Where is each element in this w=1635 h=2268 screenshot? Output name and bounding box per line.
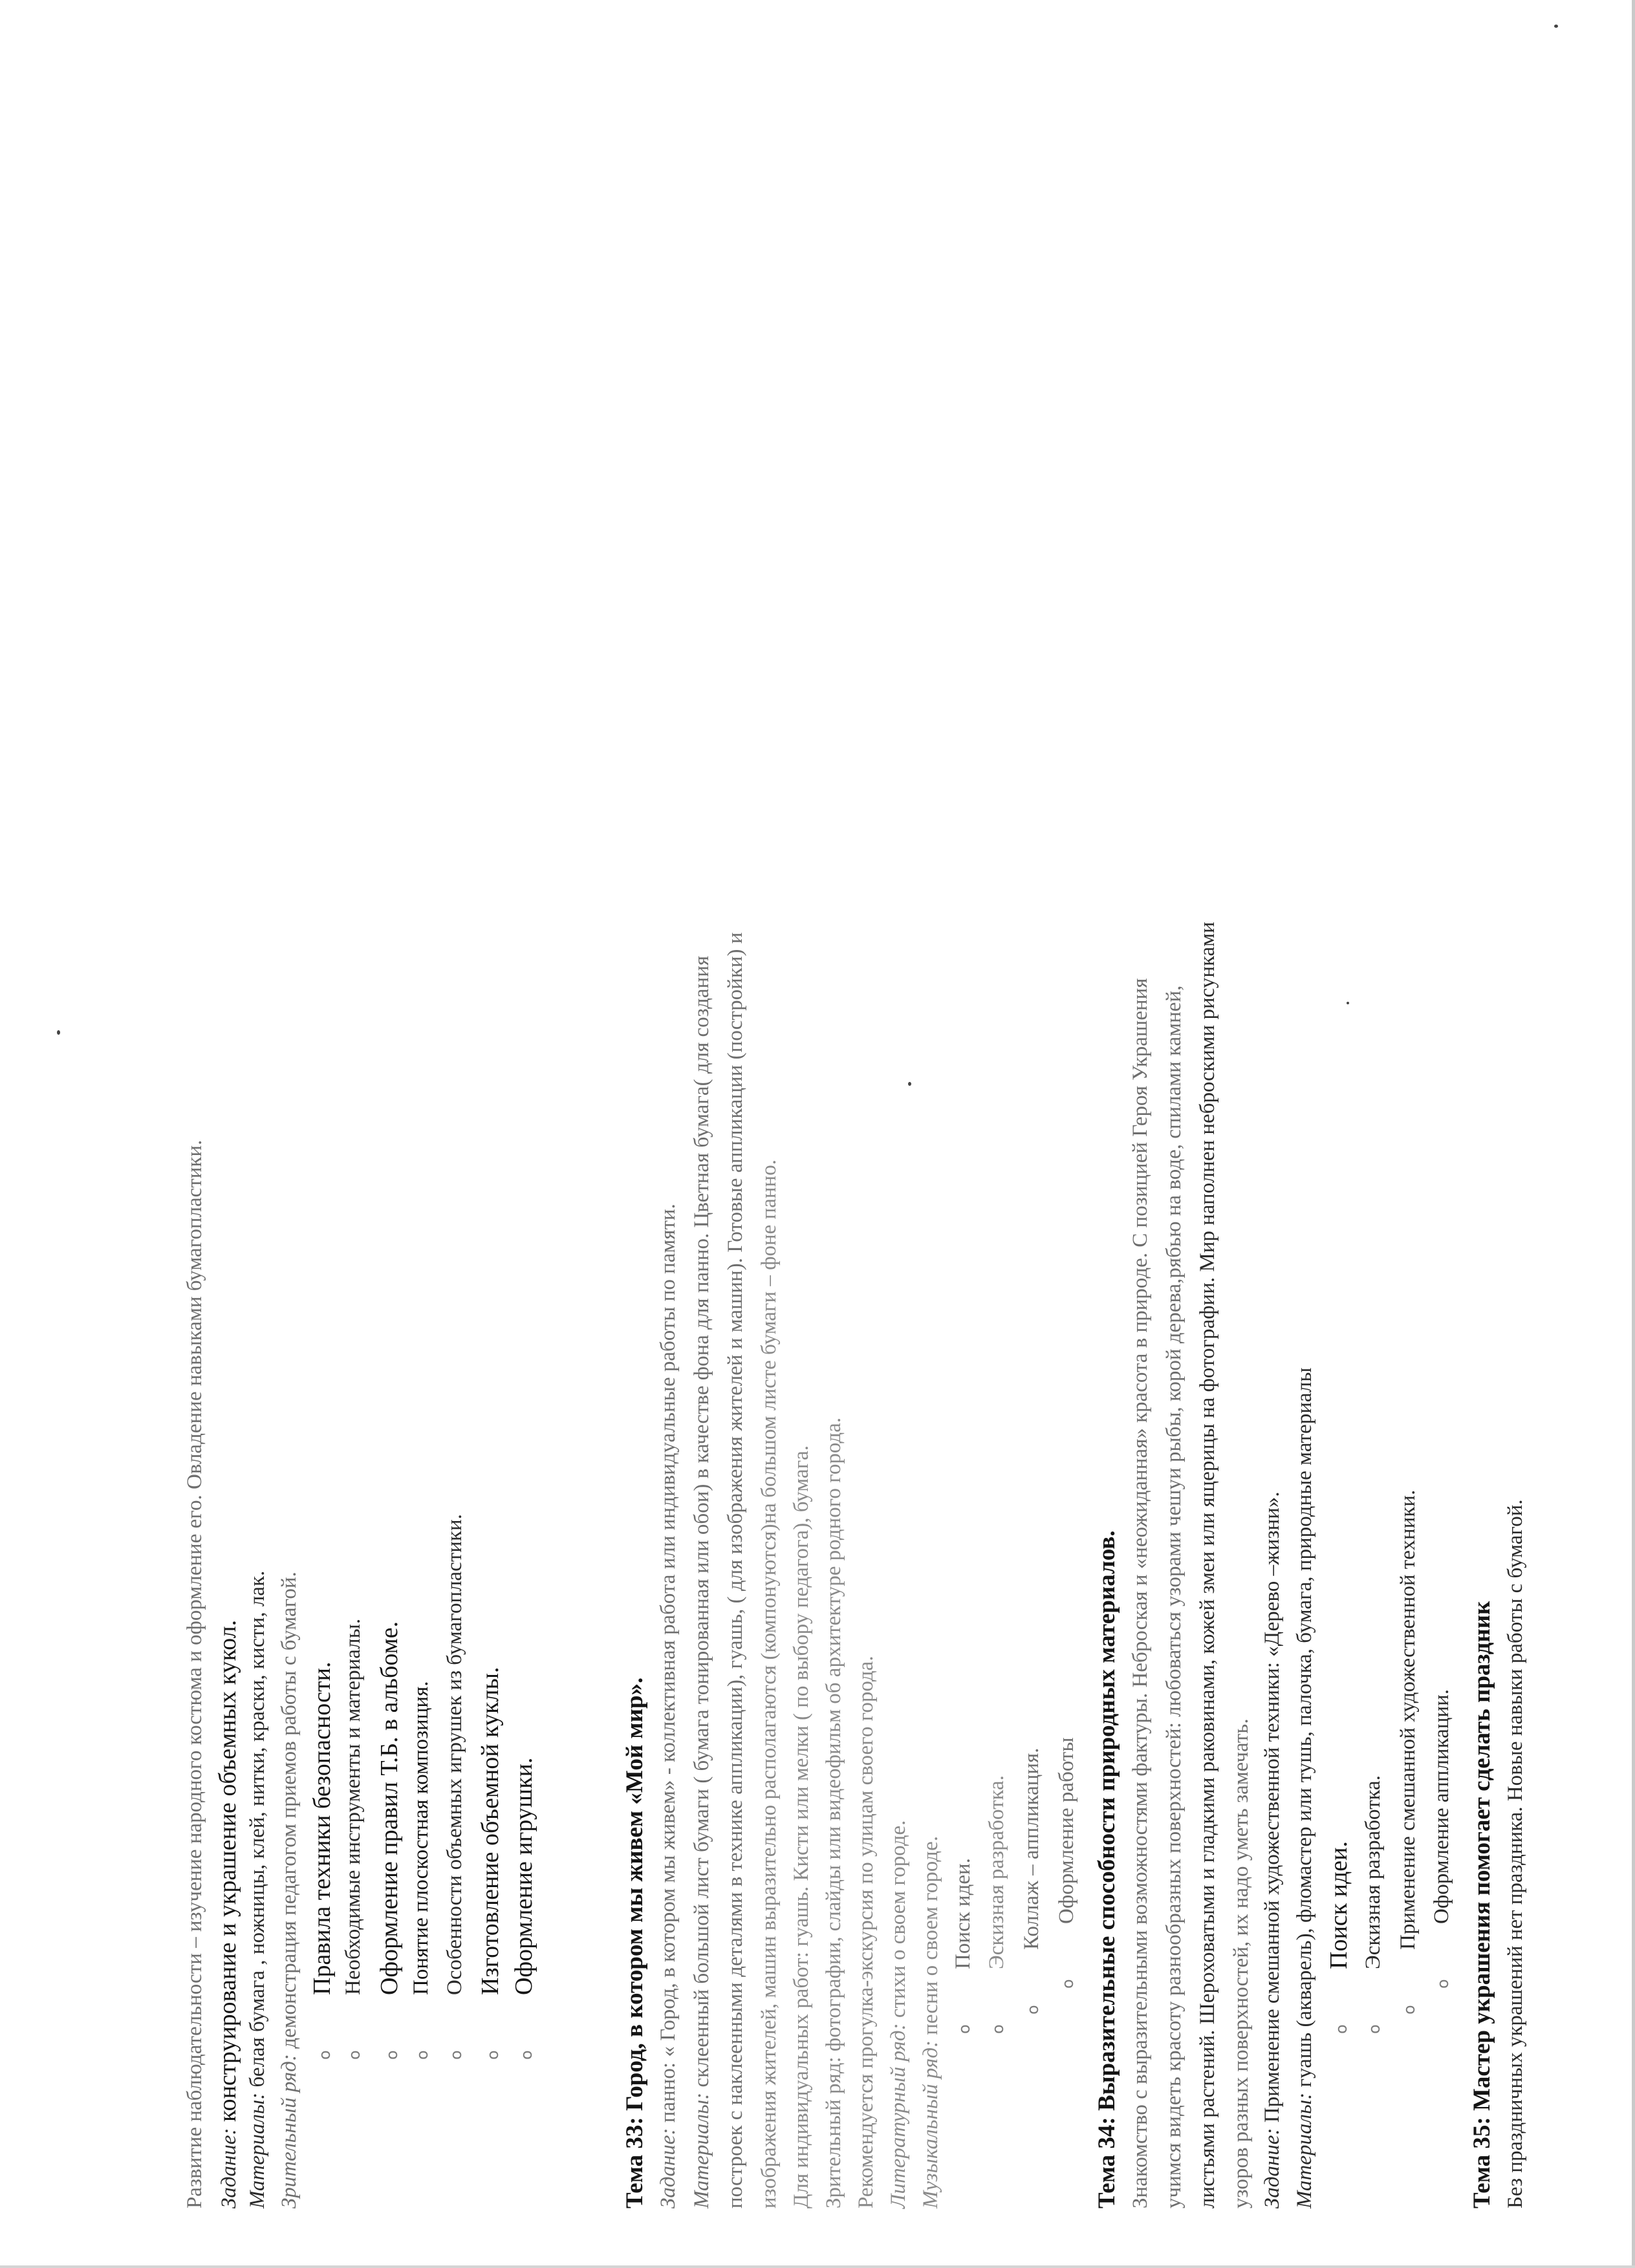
bullet-icon: o — [345, 2050, 363, 2060]
list-item: oКоллаж – аппликация. — [1020, 1747, 1043, 2014]
text-line: Рекомендуется прогулка-экскурсия по улицам своего города. — [854, 1656, 878, 2209]
section-heading: Тема 33: Город, в котором мы живем «Мой мир». — [622, 1677, 648, 2209]
section-heading: Тема 34: Выразительные способности природных материалов. — [1094, 1530, 1120, 2209]
list-item: oИзготовление объемной куклы. — [477, 1667, 504, 2060]
label-zadanie: Задание: — [1261, 2128, 1284, 2209]
bullet-icon: o — [1434, 1979, 1452, 1989]
text-line — [920, 1836, 942, 2209]
dust-speck — [57, 1030, 60, 1035]
bullet-icon: o — [413, 2050, 431, 2060]
text-fragment: Применение смешанной художественной техники: «Дерево –жизни». — [1261, 1491, 1284, 2128]
bullet-icon: o — [484, 2050, 502, 2060]
list-item: oПоиск идеи. — [1325, 1841, 1352, 2034]
text-line: учимся видеть красоту разнообразных поверхностей: любоваться узорами чешуи рыбы, корой дерева,рябью на воде, спилами камней, — [1162, 985, 1186, 2209]
list-item: oПонятие плоскостная композиция. — [409, 1681, 433, 2060]
dust-speck — [1554, 25, 1558, 28]
bullet-icon: o — [447, 2050, 465, 2060]
label-zritelny-ryad: Зрительный ряд: — [277, 2054, 301, 2209]
text-fragment: белая бумага , ножницы, клей, нитки, краски, кисти, лак. — [246, 1570, 269, 2093]
bullet-icon: o — [316, 2050, 334, 2060]
bullet-icon: o — [1365, 2024, 1383, 2034]
text-fragment: демонстрация педагогом приемов работы с бумагой. — [277, 1571, 301, 2055]
bullet-icon: o — [1332, 2024, 1350, 2034]
bullet-icon: o — [955, 2024, 973, 2034]
text-line — [279, 1571, 300, 2209]
bullet-icon: o — [383, 2050, 401, 2060]
bullet-icon: o — [1059, 1979, 1077, 1989]
text-line — [215, 1620, 240, 2209]
text-line — [691, 956, 713, 2209]
text-fragment: стихи о своем городе. — [887, 1820, 910, 2024]
list-item: oПрименение смешанной художественной техники. — [1396, 1489, 1420, 2014]
text-line: листьями растений. Шероховатыми и гладкими раковинами, кожей змеи или ящерицы на фотографии. Мир наполнен неброскими рисунками — [1196, 922, 1219, 2209]
text-fragment: гуашь (акварель), фломастер или тушь, палочка, бумага, природные материалы — [1293, 1367, 1316, 2093]
scan-edge-bottom — [0, 2265, 1635, 2268]
list-item: oОсобенности объемных игрушек из бумагопластики. — [443, 1514, 466, 2060]
text-line: построек с наклеенными деталями в технике аппликации), гуашь, ( для изображения жителей и машин). Готовые аппликации (постройки) и — [724, 932, 747, 2209]
text-line — [1262, 1491, 1283, 2209]
text-line: изображения жителей, машин выразительно располагаются (компонуются)на большом листе бумаги – фоне панно. — [757, 1160, 781, 2209]
list-item: oОформление игрушки. — [510, 1757, 537, 2060]
text-fragment: склеенный большой лист бумаги ( бумага тонированная или обои) в качестве фона для панно. Цветная бумага( для создания — [690, 955, 713, 2093]
list-item: oПоиск идеи. — [951, 1858, 975, 2034]
bullet-icon: o — [1024, 2005, 1042, 2014]
text-line: Для индивидуальных работ: гуашь. Кисти или мелки ( по выбору педагога), бумага. — [790, 1445, 813, 2209]
label-zadanie: Задание: — [217, 2128, 241, 2209]
bullet-icon: o — [989, 2024, 1007, 2034]
label-materialy: Материалы: — [1293, 2092, 1316, 2209]
label-muzykalny-ryad: Музыкальный ряд: — [919, 2040, 942, 2209]
list-item: oНеобходимые инструменты и материалы. — [341, 1618, 365, 2060]
label-materialy: Материалы: — [690, 2092, 713, 2209]
text-line: Без праздничных украшений нет праздника. Новые навыки работы с бумагой. — [1504, 1499, 1527, 2209]
text-fragment: песни о своем городе. — [919, 1836, 942, 2040]
text-line — [888, 1820, 909, 2209]
list-item: oПравила техники безопасности. — [309, 1661, 336, 2060]
rotated-page-text — [165, 152, 1607, 2209]
text-line: Развитие наблюдательности – изучение народного костюма и оформление его. Овладение навыками бумагопластики. — [183, 1139, 206, 2209]
list-item: oОформление аппликации. — [1430, 1689, 1453, 1989]
text-line: Зрительный ряд: фотографии, слайды или видеофильм об архитектуре родного города. — [822, 1417, 845, 2209]
list-item: oЭскизная разработка. — [1361, 1775, 1385, 2034]
text-fragment: панно: « Город, в котором мы живем» - коллективная работа или индивидуальные работы по памяти. — [656, 1204, 680, 2128]
list-item: oЭскизная разработка. — [985, 1775, 1008, 2034]
scan-edge-right — [1632, 0, 1635, 2268]
text-line — [1294, 1368, 1316, 2209]
section-heading: Тема 35: Мастер украшения помогает сделать праздник — [1469, 1601, 1495, 2209]
list-item: oОформление работы — [1055, 1737, 1078, 1989]
label-zadanie: Задание: — [656, 2128, 680, 2209]
text-fragment: конструирование и украшение объемных кукол. — [214, 1619, 241, 2128]
text-line: Знакомство с выразительными возможностями фактуры. Неброская и «неожиданная» красота в природе. С позицией Героя Украшения — [1129, 978, 1152, 2209]
label-literaturny-ryad: Литературный ряд: — [887, 2023, 910, 2209]
text-line — [247, 1571, 268, 2209]
bullet-icon: o — [1400, 2005, 1418, 2014]
text-line — [658, 1204, 679, 2209]
list-item: oОформление правил Т.Б. в альбоме. — [376, 1621, 403, 2060]
bullet-icon: o — [517, 2050, 536, 2060]
text-line: узоров разных поверхностей, их надо уметь замечать. — [1229, 1718, 1253, 2209]
label-materialy: Материалы: — [246, 2092, 269, 2209]
